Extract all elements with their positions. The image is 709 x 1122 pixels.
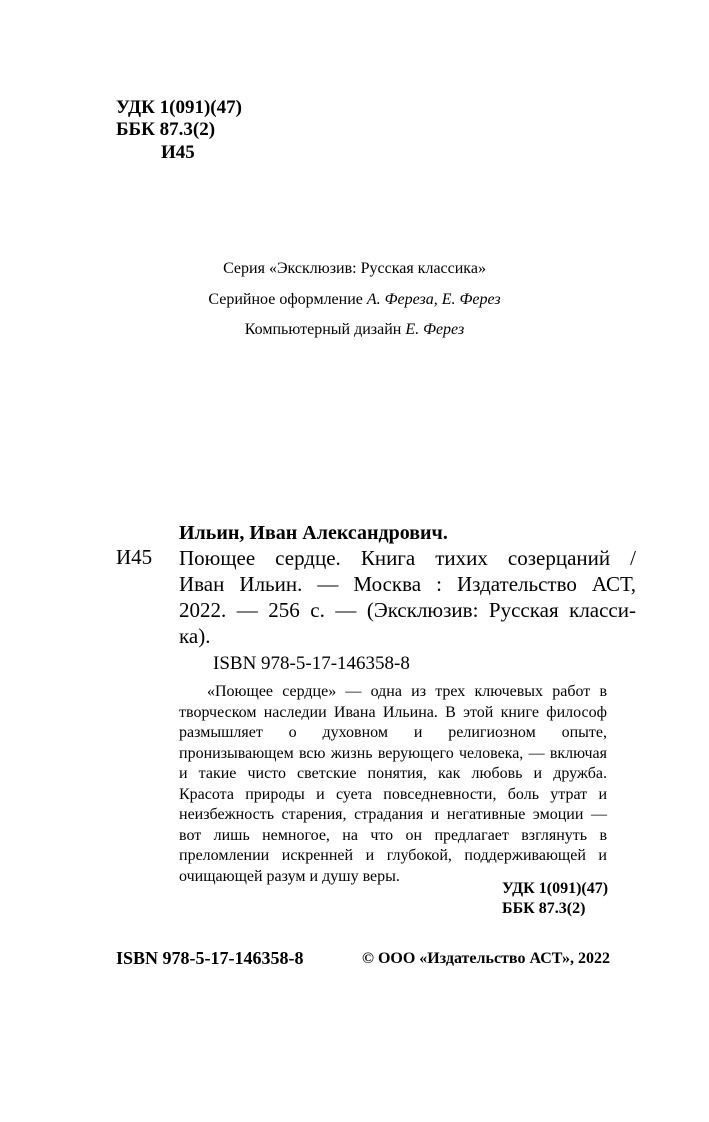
footer-isbn: ISBN 978-5-17-146358-8 <box>116 948 304 968</box>
series-design-names: А. Фереза, Е. Ферез <box>366 291 501 308</box>
computer-design-label: Компьютерный дизайн <box>244 321 402 338</box>
description-line: 2022. — 256 с. — (Эксклюзив: Русская класси- <box>179 598 636 622</box>
description-line: ка). <box>179 624 211 648</box>
author-mark-entry: И45 <box>116 545 153 569</box>
description-line: Иван Ильин. — Москва : Издательство АСТ, <box>179 572 636 596</box>
computer-design-credit <box>0 320 709 340</box>
bibliographic-description <box>179 545 636 649</box>
author-heading: Ильин, Иван Александрович. <box>179 522 448 544</box>
annotation <box>179 682 607 887</box>
bbk-code-bottom: ББК 87.3(2) <box>502 900 586 917</box>
series-design-credit <box>0 290 709 310</box>
udk-code-top: УДК 1(091)(47) <box>116 97 242 118</box>
description-line: Поющее сердце. Книга тихих созерцаний / <box>179 546 636 570</box>
annotation-text: «Поющее сердце» — одна из трех ключевых работ в творческом наследии Ивана Ильина. В этой книге философ размышляет о духовном и религиозном опыте, пронизывающем всю жизнь верующего человека, — включая и такие чисто светские понятия, как любовь и дружба. Красота природы и суета повседневности, боль утрат и неизбежность старения, страдания и негативные эмоции — вот лишь немногое, на что он предлагает взглянуть в преломлении искренней и глубокой, поддерживающей и очищающей разум и душу веры. <box>179 683 607 885</box>
udk-code-bottom: УДК 1(091)(47) <box>502 880 609 897</box>
series-title: Серия «Эксклюзив: Русская классика» <box>223 260 486 277</box>
bbk-code-top: ББК 87.3(2) <box>116 119 216 140</box>
computer-design-name: Е. Ферез <box>405 321 465 338</box>
isbn-entry: ISBN 978-5-17-146358-8 <box>213 653 410 674</box>
copyright-notice: © ООО «Издательство АСТ», 2022 <box>362 950 611 967</box>
author-mark-top: И45 <box>161 142 195 163</box>
series-design-label: Серийное оформление <box>208 291 363 308</box>
